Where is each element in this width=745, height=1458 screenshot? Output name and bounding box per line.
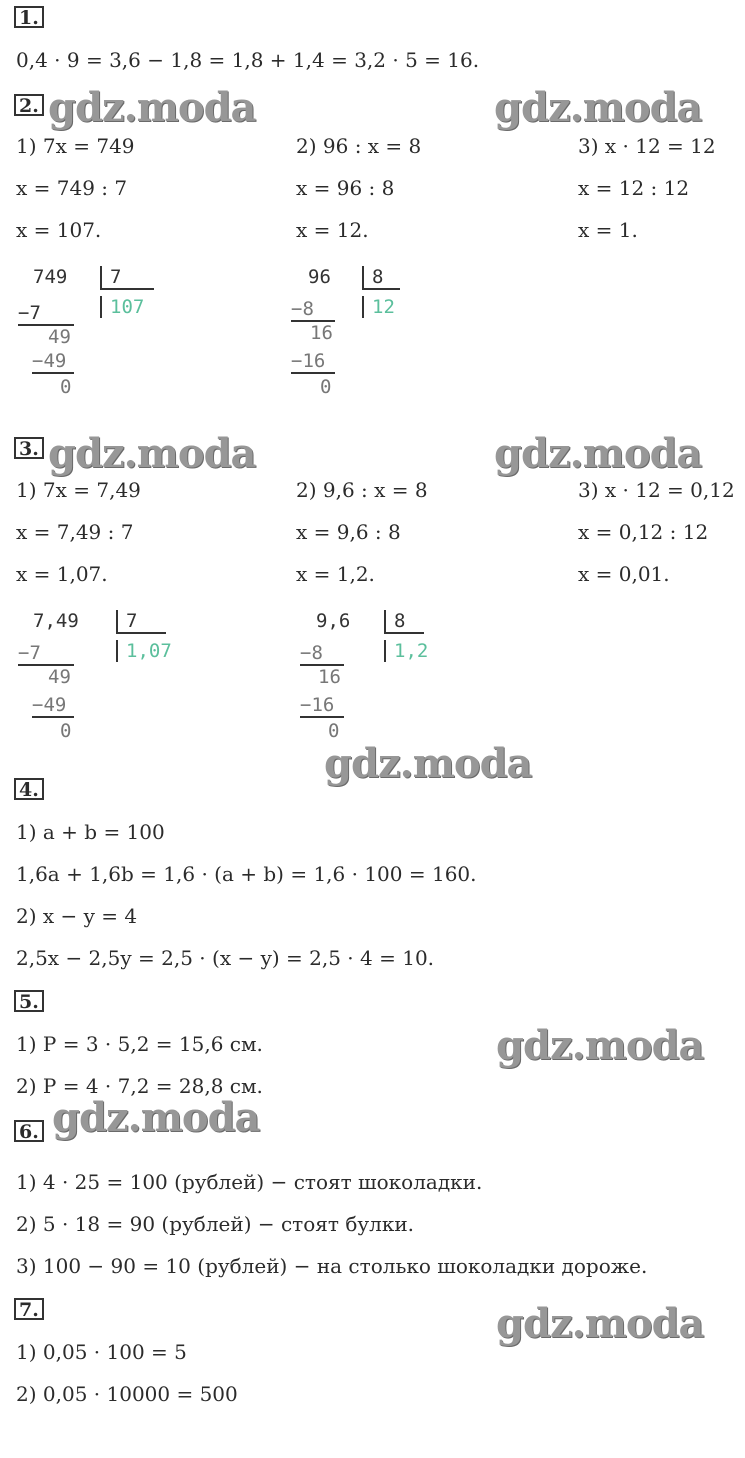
task-7-number: 7. [14,1298,44,1320]
task-4-line: 2,5x − 2,5y = 2,5 · (x − y) = 2,5 · 4 = 10. [16,946,435,970]
watermark: gdz.moda [48,84,256,131]
watermark: gdz.moda [48,430,256,477]
long-division-step: −7 [18,642,74,666]
task-4-line: 2) x − y = 4 [16,904,138,928]
task-5-line: 1) P = 3 · 5,2 = 15,6 см. [16,1032,263,1056]
task-1-line: 0,4 · 9 = 3,6 − 1,8 = 1,8 + 1,4 = 3,2 · 5 = 16. [16,48,480,72]
long-division-quotient: 12 [362,296,395,318]
task-7-line: 2) 0,05 · 10000 = 500 [16,1382,238,1406]
task-3-col3-line: x = 0,01. [578,562,670,586]
task-4-line: 1,6a + 1,6b = 1,6 · (a + b) = 1,6 · 100 = 160. [16,862,477,886]
long-division-step: −16 [291,350,335,374]
task-3-number: 3. [14,437,44,459]
long-division-step: −8 [300,642,344,666]
task-3-col2-line: x = 1,2. [296,562,375,586]
task-4-line: 1) a + b = 100 [16,820,165,844]
task-3-col1-line: x = 7,49 : 7 [16,520,134,544]
long-division-step: 49 [48,666,71,688]
long-division-step: −8 [291,298,335,322]
task-2-col1-line: x = 749 : 7 [16,176,128,200]
task-3-col1-line: 1) 7x = 7,49 [16,478,141,502]
task-3-col2-line: 2) 9,6 : x = 8 [296,478,428,502]
task-6-line: 1) 4 · 25 = 100 (рублей) − стоят шоколадки. [16,1170,483,1194]
task-2-col3-line: x = 12 : 12 [578,176,690,200]
task-7-line: 1) 0,05 · 100 = 5 [16,1340,187,1364]
long-division-dividend: 749 [33,266,68,288]
long-division-divisor: 7 [100,266,154,290]
long-division-step: −16 [300,694,344,718]
task-2-col1-line: 1) 7x = 749 [16,134,135,158]
long-division-quotient: 1,07 [116,640,172,662]
task-2-col3-line: x = 1. [578,218,638,242]
task-4-number: 4. [14,778,44,800]
task-1-number: 1. [14,6,44,28]
long-division-dividend: 9,6 [316,610,351,632]
long-division-quotient: 107 [100,296,144,318]
task-2-col2-line: x = 12. [296,218,369,242]
long-division-step: −7 [18,302,74,326]
watermark: gdz.moda [494,84,702,131]
long-division-step: 49 [48,326,71,348]
task-3-col3-line: 3) x · 12 = 0,12 [578,478,735,502]
task-5-number: 5. [14,990,44,1012]
long-division-step: −49 [32,350,74,374]
long-division-divisor: 7 [116,610,166,634]
long-division-step: 0 [60,376,72,398]
long-division-step: 16 [310,322,333,344]
long-division-dividend: 7,49 [33,610,79,632]
task-2-col2-line: x = 96 : 8 [296,176,395,200]
task-2-col2-line: 2) 96 : x = 8 [296,134,422,158]
task-2-col1-line: x = 107. [16,218,102,242]
task-2-number: 2. [14,94,44,116]
task-6-line: 2) 5 · 18 = 90 (рублей) − стоят булки. [16,1212,415,1236]
watermark: gdz.moda [324,740,532,787]
task-3-col2-line: x = 9,6 : 8 [296,520,401,544]
watermark: gdz.moda [494,430,702,477]
task-6-line: 3) 100 − 90 = 10 (рублей) − на столько шоколадки дороже. [16,1254,648,1278]
long-division-step: 0 [60,720,72,742]
task-3-col3-line: x = 0,12 : 12 [578,520,709,544]
watermark: gdz.moda [52,1094,260,1141]
long-division-divisor: 8 [362,266,400,290]
task-2-col3-line: 3) x · 12 = 12 [578,134,716,158]
long-division-step: 16 [318,666,341,688]
long-division-step: −49 [32,694,74,718]
task-3-col1-line: x = 1,07. [16,562,108,586]
watermark: gdz.moda [496,1022,704,1069]
long-division-quotient: 1,2 [384,640,428,662]
long-division-step: 0 [320,376,332,398]
long-division-step: 0 [328,720,340,742]
watermark: gdz.moda [496,1300,704,1347]
task-5-line: 2) P = 4 · 7,2 = 28,8 см. [16,1074,263,1098]
task-6-number: 6. [14,1120,44,1142]
long-division-dividend: 96 [308,266,331,288]
long-division-divisor: 8 [384,610,424,634]
